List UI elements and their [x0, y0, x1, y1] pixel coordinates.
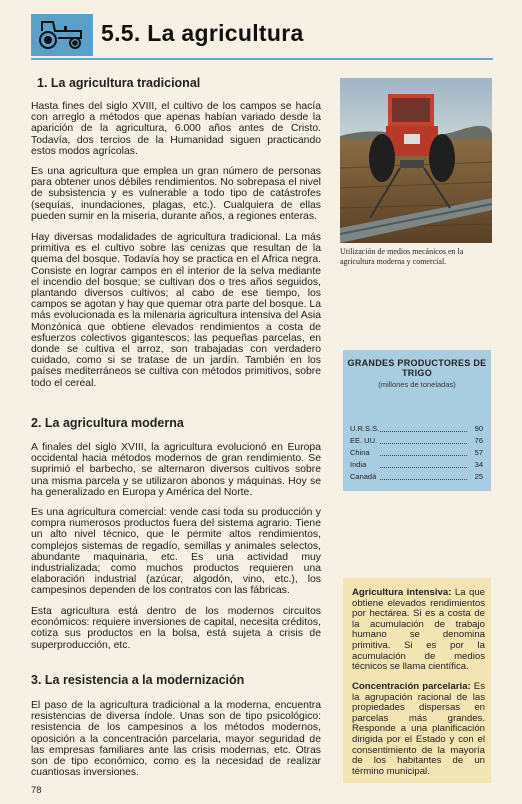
wheat-country: EE. UU.	[350, 436, 378, 445]
wheat-country: India	[350, 460, 367, 469]
wheat-value: 90	[474, 424, 483, 433]
section-2-title: 2. La agricultura moderna	[31, 416, 184, 430]
wheat-value: 57	[474, 448, 483, 457]
photo-caption: Utilización de medios mecánicos en la agricultura moderna y comercial.	[340, 247, 464, 266]
section-1-paragraph-1: Hasta fines del siglo XVIII, el cultivo de los campos se hacía con arreglo a métodos que apenas habían variado desde la aparición de la agricultura, 6.000 años antes de Cristo. Todavía, dos tercios de la Humanidad siguen practicando estos modos agrícolas.	[31, 101, 321, 157]
dot-leader	[380, 479, 467, 480]
tractor-icon	[31, 14, 93, 56]
header-icon-box	[31, 14, 93, 56]
wheat-value: 76	[474, 436, 483, 445]
page-number: 78	[31, 785, 42, 796]
section-2-paragraph-2: Es una agricultura comercial: vende casi toda su producción y compra numerosos productos fuera del sistema agrario. Tiene un alto nivel técnico, que le permite altos rendimientos, complejos sistemas de regadío, semillas y animales selectos, abundante maquinaria, etc. Es una actividad muy industrializada; como muchos productos requieren una elaboración industrial (azúcar, algodón, vino, etc.), los campesinos dependen de los contratos con las fábricas.	[31, 507, 321, 597]
wheat-row	[350, 472, 483, 482]
page-title: 5.5. La agricultura	[101, 20, 304, 46]
glossary-entry-concentracion	[352, 682, 485, 777]
dot-leader	[380, 431, 467, 432]
glossary-entry-intensiva	[352, 588, 485, 673]
section-1-paragraph-2: Es una agricultura que emplea un gran número de personas para obtener unos débiles rendimientos. No sobrepasa el nivel de subsistencia y es vulnerable a todo tipo de catástrofes (sequías, inundaciones, plagas, etc.). Cualquiera de ellas pueden sumir en la miseria, durante años, a regiones enteras.	[31, 166, 321, 222]
section-2-paragraph-3: Esta agricultura está dentro de los modernos circuitos económicos: requiere inversiones de capital, necesita créditos, cotiza sus productos en la bolsa, está sujeta a crisis de superproducción, etc.	[31, 606, 321, 651]
section-3-paragraph-1: El paso de la agricultura tradicional a la moderna, encuentra resistencias de diversa índole. Unas son de tipo psicológico: resistencia de los campesinos a los métodos modernos, oposición a la concentración parcelaria, mayor seguridad de las empresas familiares ante las crisis modernas, etc. Otras son de tipo económico, como es la necesidad de realizar cuantiosas inversiones.	[31, 700, 321, 779]
wheat-country: U.R.S.S.	[350, 424, 380, 433]
wheat-table-title: GRANDES PRODUCTORES DE TRIGO	[347, 358, 487, 378]
wheat-row	[350, 436, 483, 446]
header-rule	[31, 58, 493, 60]
wheat-row	[350, 448, 483, 458]
wheat-table-subtitle: (millones de toneladas)	[378, 380, 456, 389]
wheat-value: 25	[474, 472, 483, 481]
tractor-photo	[340, 78, 492, 243]
section-2-paragraph-1: A finales del siglo XVIII, la agricultura evolucionó en Europa occidental hacia métodos modernos de gran rendimiento. Se suprimió el barbecho, se alternaron diversos cultivos sobre una misma parcela y se utilizaron abonos y máquinas. Hoy se ha generalizado en Europa y América del Norte.	[31, 442, 321, 498]
wheat-row	[350, 424, 483, 434]
wheat-country: China	[350, 448, 370, 457]
wheat-country: Canadá	[350, 472, 377, 481]
glossary-definition: Es la agrupación racional de las propiedades dispersas en parcelas más grandes. Responde a una planificación dirigida por el Estado y con el consentimiento de la mayoría de los habitantes de un término municipal.	[352, 681, 485, 777]
wheat-value: 34	[474, 460, 483, 469]
glossary-term: Agricultura intensiva:	[352, 587, 452, 598]
wheat-row	[350, 460, 483, 470]
wheat-producers-box	[343, 350, 491, 491]
glossary-definition: La que obtiene elevados rendimientos por hectárea. Si es a costa de la acumulación de trabajo humano se denomina primitiva. Si es por la acumulación de medios técnicos se llama científica.	[352, 587, 486, 673]
dot-leader	[380, 455, 467, 456]
dot-leader	[380, 443, 467, 444]
glossary-box	[343, 578, 491, 783]
section-1-paragraph-3: Hay diversas modalidades de agricultura tradicional. La más primitiva es el cultivo sobre las cenizas que resultan de la quema del bosque. Todavía hoy se practica en el Africa negra. Consiste en lograr campos en el interior de la selva mediante el incendio del bosque; se cultivan dos o tres años seguidos, plantando diversos cultivos; al cabo de ese tiempo, los campos se agotan y hay que quemar otra parte del bosque. La más evolucionada es la milenaria agricultura intensiva del Asia Monzónica que obtiene elevados rendimientos a costa de esfuerzos colectivos gigantescos; las pequeñas parcelas, en donde se cultiva el arroz, son trabajadas con verdadero cuidado, como si se tratase de un jardín. También en los países mediterráneos se cultiva con métodos primitivos, sobre todo el cereal.	[31, 232, 321, 389]
dot-leader	[380, 467, 467, 468]
glossary-term: Concentración parcelaria:	[352, 681, 471, 692]
section-3-title: 3. La resistencia a la modernización	[31, 673, 245, 687]
section-1-title: 1. La agricultura tradicional	[37, 76, 201, 90]
